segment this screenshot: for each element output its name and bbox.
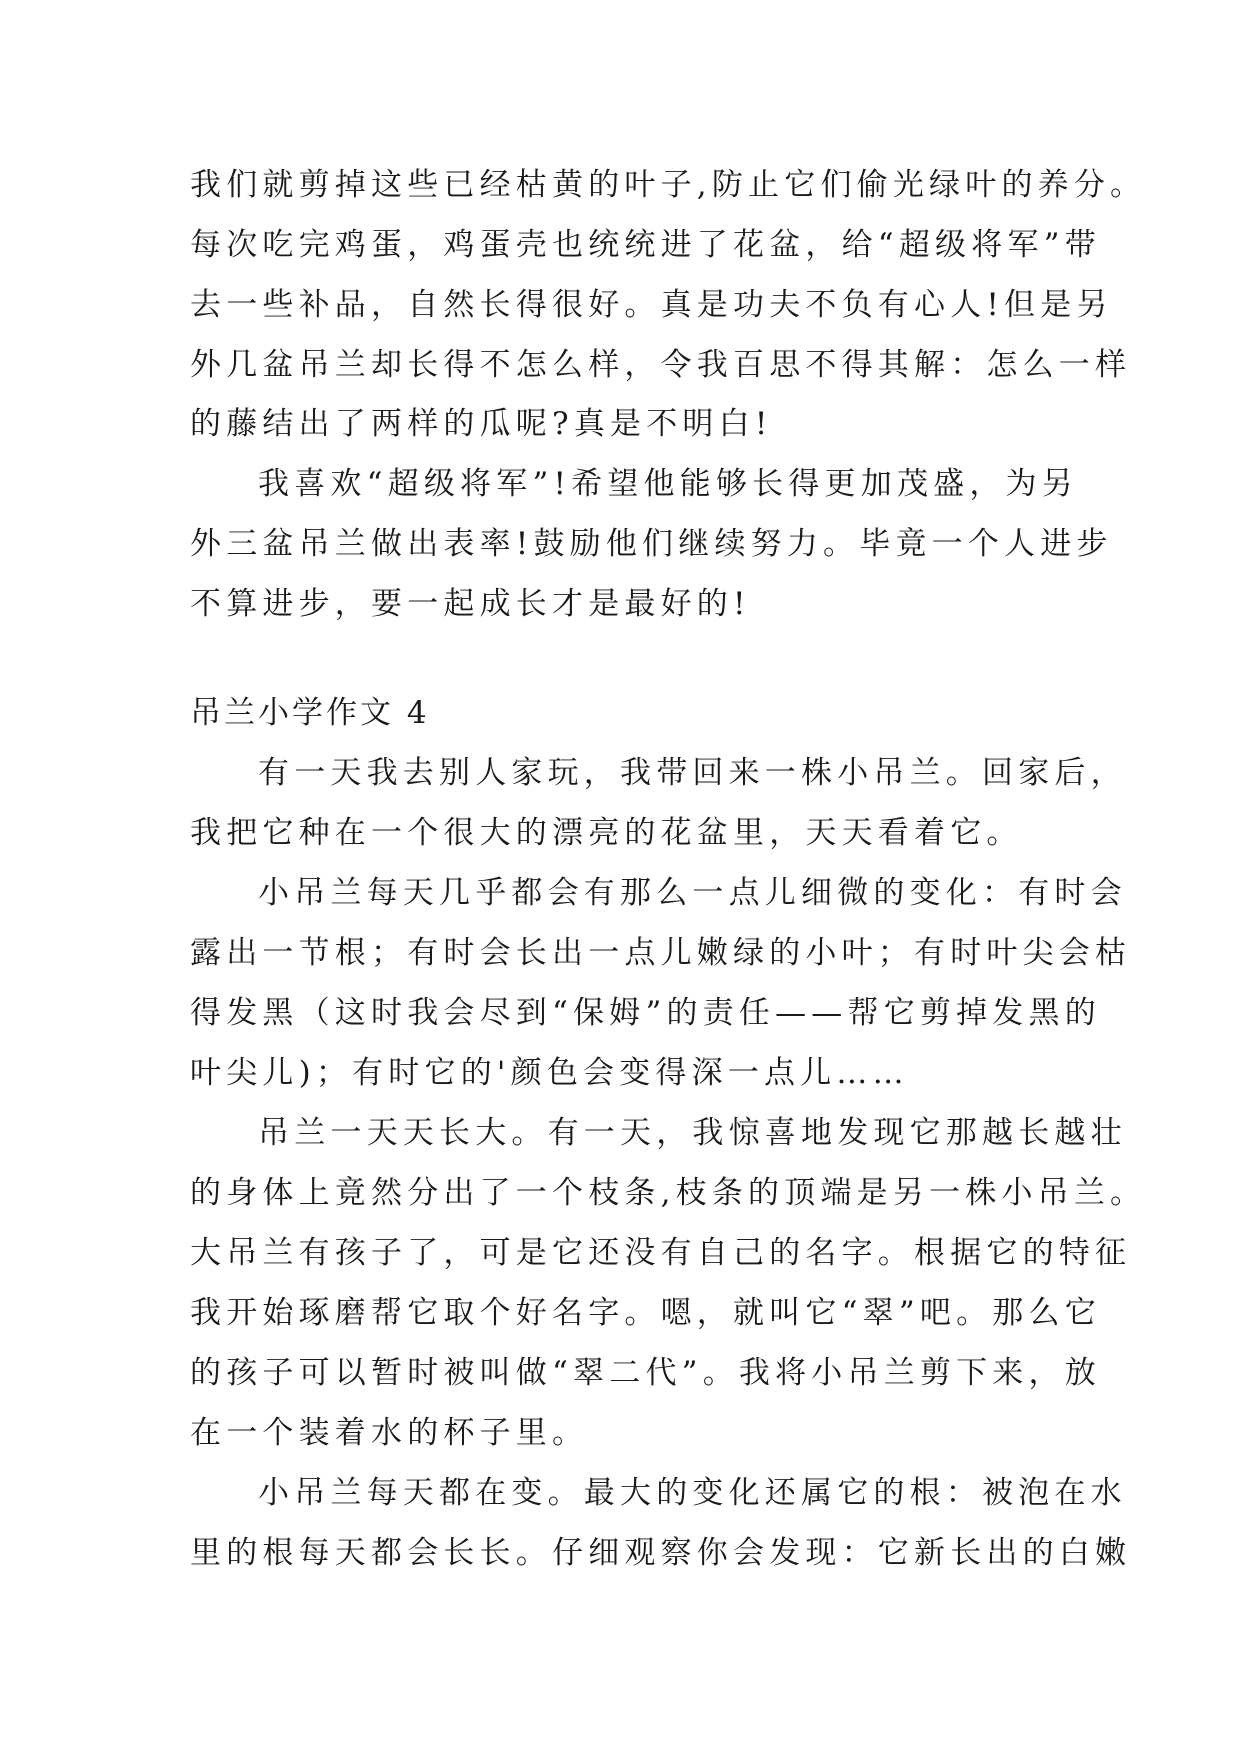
text-line: 有一天我去别人家玩，我带回来一株小吊兰。回家后，: [258, 755, 1127, 791]
text-line: 我开始琢磨帮它取个好名字。嗯，就叫它“翠”吧。那么它: [190, 1295, 1101, 1331]
text-line: 露出一节根；有时会长出一点儿嫩绿的小叶；有时叶尖会枯: [190, 935, 1132, 971]
text-line: 不算进步，要一起成长才是最好的!: [190, 586, 751, 622]
text-line: 小吊兰每天几乎都会有那么一点儿细微的变化：有时会: [258, 875, 1127, 911]
text-line: 在一个装着水的杯子里。: [190, 1415, 589, 1451]
text-line: 我喜欢“超级将军”!希望他能够长得更加茂盛，为另: [258, 466, 1078, 502]
text-line: 的藤结出了两样的瓜呢?真是不明白!: [190, 406, 773, 442]
text-line: 我们就剪掉这些已经枯黄的叶子,防止它们偷光绿叶的养分。: [190, 167, 1147, 203]
text-line: 每次吃完鸡蛋，鸡蛋壳也统统进了花盆，给“超级将军”带: [190, 227, 1101, 263]
text-line: 的孩子可以暂时被叫做“翠二代”。我将小吊兰剪下来，放: [190, 1355, 1101, 1391]
text-line: 吊兰一天天长大。有一天，我惊喜地发现它那越长越壮: [258, 1115, 1127, 1151]
text-line: 里的根每天都会长长。仔细观察你会发现：它新长出的白嫩: [190, 1535, 1132, 1571]
section-heading: 吊兰小学作文 4: [190, 695, 430, 731]
text-line: 得发黑（这时我会尽到“保姆”的责任——帮它剪掉发黑的: [190, 995, 1101, 1031]
text-line: 外三盆吊兰做出表率!鼓励他们继续努力。毕竟一个人进步: [190, 526, 1113, 562]
text-line: 叶尖儿)；有时它的'颜色会变得深一点儿……: [190, 1055, 909, 1091]
text-line: 的身体上竟然分出了一个枝条,枝条的顶端是另一株小吊兰。: [190, 1175, 1147, 1211]
text-line: 小吊兰每天都在变。最大的变化还属它的根：被泡在水: [258, 1475, 1127, 1511]
text-line: 去一些补品，自然长得很好。真是功夫不负有心人!但是另: [190, 287, 1113, 323]
text-line: 外几盆吊兰却长得不怎么样，令我百思不得其解：怎么一样: [190, 347, 1132, 383]
text-line: 我把它种在一个很大的漂亮的花盆里，天天看着它。: [190, 815, 1023, 851]
text-line: 大吊兰有孩子了，可是它还没有自己的名字。根据它的特征: [190, 1235, 1132, 1271]
